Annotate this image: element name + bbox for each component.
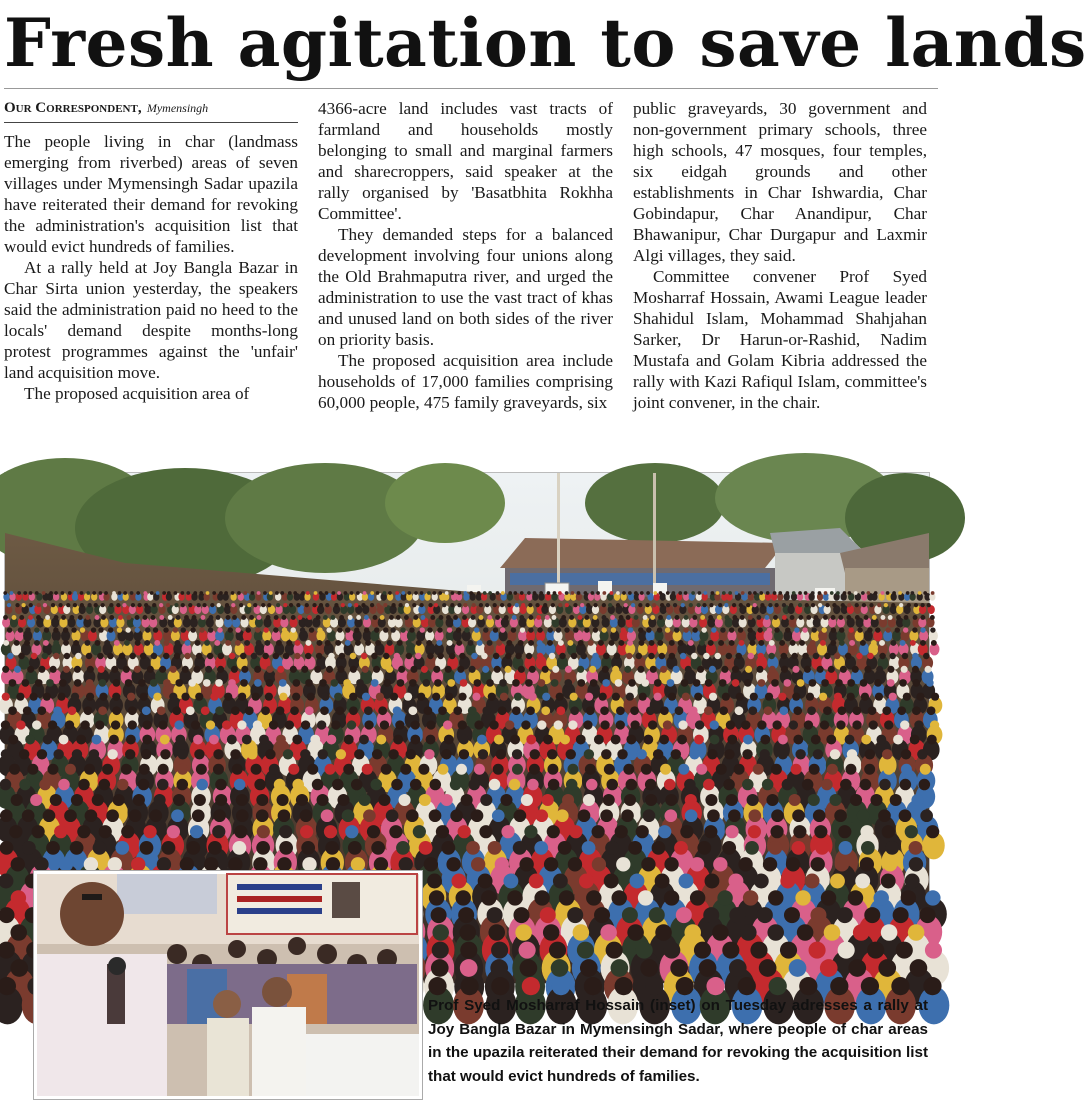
paragraph: Committee convener Prof Syed Mosharraf Hossain, Awami League leader Shahidul Islam, Mohammad Shahjahan Sarker, Dr Harun-or-Rashid, Nadim Mustafa and Golam Kibria addressed the rally with Kazi Rafiqul Islam, committee's joint convener, in the chair. [633,267,927,412]
inset-photo [34,871,422,1099]
column-2 [318,98,613,413]
column-1 [4,98,298,404]
paragraph: 4366-acre land includes vast tracts of farmland and households mostly belonging to small and marginal farmers and sharecroppers, said speaker at the rally organised by 'Basatbhita Rokhha Committee'. [318,99,613,223]
paragraph: They demanded steps for a balanced development involving four unions along the Old Brahmaputra river, and urged the administration to use the vast tract of khas and unused land on both sides of the river on priority basis. [318,225,613,349]
column-3 [633,98,927,413]
inset-illustration [37,874,419,1096]
paragraph: The people living in char (landmass emerging from riverbed) areas of seven villages under Mymensingh Sadar upazila have reiterated their demand for revoking the administration's acquisition list that would evict hundreds of families. [4,132,298,256]
byline [4,98,298,123]
paragraph: The proposed acquisition area of [24,384,250,403]
headline-rule [4,88,938,89]
paragraph: public graveyards, 30 government and non-government primary schools, three high schools, 47 mosques, four temples, six eidgah grounds and other establishments in Char Ishwardia, Char Gobindapur, Char Anandipur, Char Bhawanipur, Char Durgapur and Laxmir Algi villages, they said. [633,99,927,265]
byline-name: Our Correspondent, [4,100,142,116]
byline-place: Mymensingh [146,101,209,115]
paragraph: The proposed acquisition area include households of 17,000 families comprising 60,000 people, 475 family graveyards, six [318,351,613,412]
paragraph: At a rally held at Joy Bangla Bazar in Char Sirta union yesterday, the speakers said the administration paid no heed to the locals' demand despite months-long protest programmes against the 'unfair' land acquisition move. [4,258,298,382]
photo-caption: Prof Syed Mosharraf Hossain (inset) on Tuesday adresses a rally at Joy Bangla Bazar in Mymensingh Sadar, where people of char areas in the upazila reiterated their demand for revoking the acquisition list that would evict hundreds of families. [428,997,928,1085]
headline: Fresh agitation to save lands [4,4,1087,82]
